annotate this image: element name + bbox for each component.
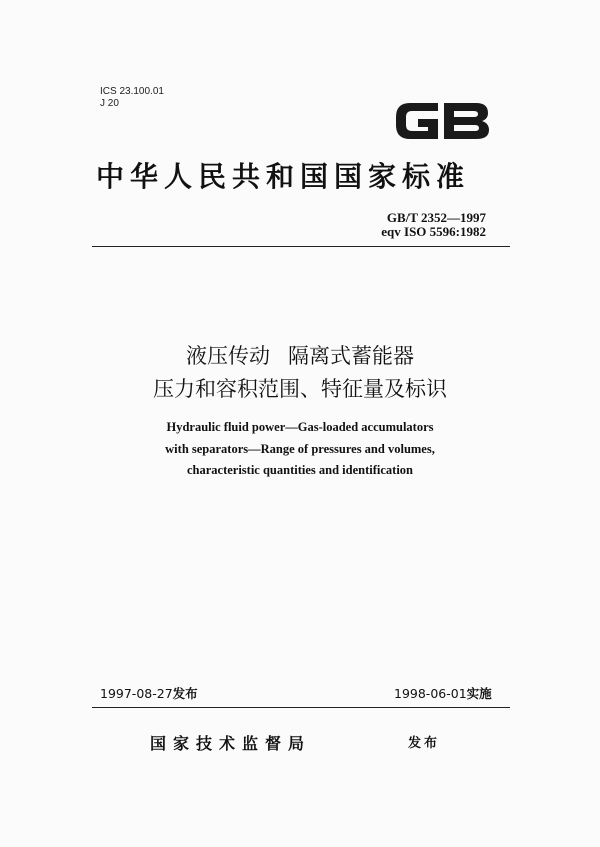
title-zh-line2: 压力和容积范围、特征量及标识: [153, 377, 447, 401]
standard-number: GB/T 2352—1997: [386, 210, 486, 225]
ccs-code: J 20: [100, 98, 119, 109]
equivalent-standard: eqv ISO 5596:1982: [381, 224, 486, 239]
implement-date-suffix: 实施: [466, 686, 492, 701]
issue-date-value: 1997-08-27: [100, 686, 173, 701]
title-zh-line1: [0, 343, 600, 370]
gb-logo-graphic: [392, 95, 492, 147]
footer-divider: [92, 707, 510, 708]
title-en-line2: with separators—Range of pressures and volumes,: [165, 442, 435, 456]
issuing-authority: 国家技术监督局: [150, 734, 312, 753]
gb-logo: [392, 95, 492, 147]
national-standard-title: 中华人民共和国国家标准: [96, 160, 471, 193]
title-en-line3: characteristic quantities and identification: [186, 463, 414, 477]
title-zh-line1-part2: 隔离式蓄能器: [288, 344, 414, 368]
implement-date-value: 1998-06-01: [394, 686, 467, 701]
title-zh-line1-part1: 液压传动: [186, 344, 270, 368]
issuing-authority-suffix: 发布: [408, 736, 441, 751]
header-divider: [92, 246, 510, 247]
implement-date: [394, 686, 492, 702]
ics-code: ICS 23.100.01: [100, 86, 164, 97]
issue-date: [100, 686, 198, 702]
title-en-line1: Hydraulic fluid power—Gas-loaded accumulators: [166, 420, 434, 434]
issue-date-suffix: 发布: [172, 686, 198, 701]
